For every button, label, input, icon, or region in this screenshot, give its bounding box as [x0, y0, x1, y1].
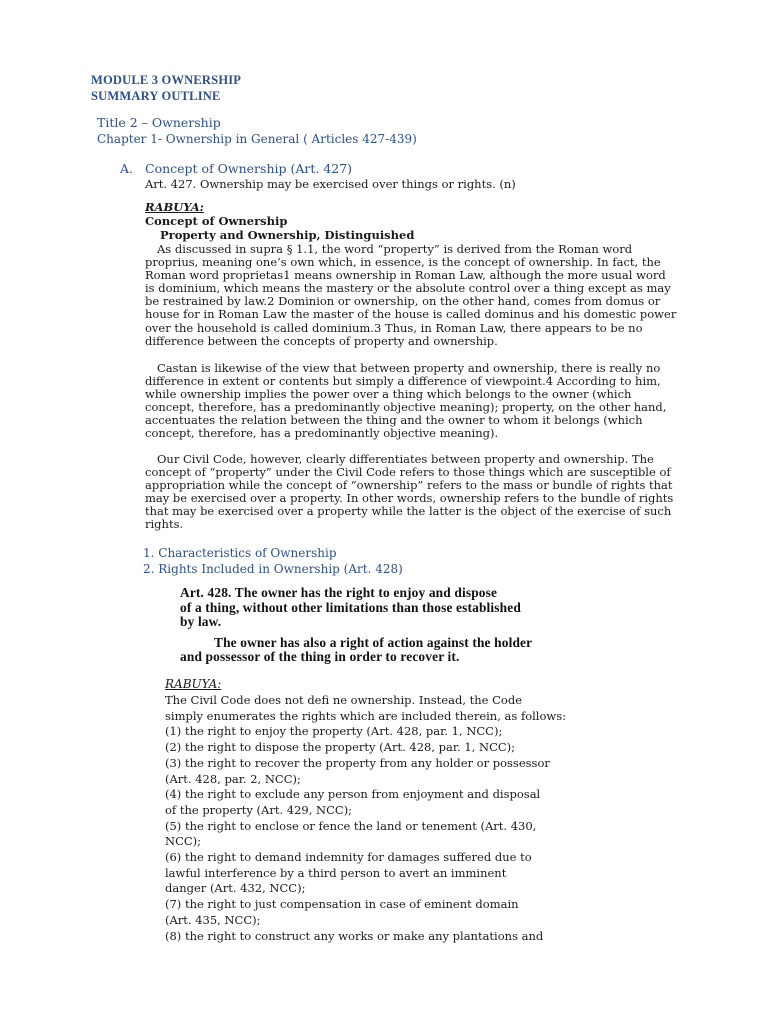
para3-line: appropriation while the concept of “ownership” refers to the mass or bundle of rights that — [145, 478, 673, 493]
para3-line: may be exercised over a property. In other words, ownership refers to the bundle of rights — [145, 491, 674, 506]
para2-line: concept, therefore, has a predominantly objective meaning). — [145, 426, 499, 441]
para2-line: while ownership implies the power over a thing which belongs to the owner (which — [145, 387, 632, 402]
paragraph-2 — [145, 362, 666, 441]
para1-line: As discussed in supra § 1.1, the word “property” is derived from the Roman word — [157, 242, 633, 256]
section-a-title: Concept of Ownership (Art. 427) — [145, 161, 353, 176]
art428-line: and possessor of the thing in order to recover it. — [180, 649, 460, 664]
summary-outline-title: SUMMARY OUTLINE — [91, 89, 221, 103]
sublist-item-rights-included: 2. Rights Included in Ownership (Art. 428) — [143, 561, 403, 576]
para1-line: house for in Roman Law the master of the house is called dominus and his domestic power — [145, 307, 677, 322]
para1-line: over the household is called dominium.3 Thus, in Roman Law, there appears to be no — [145, 320, 643, 335]
rights-line: (Art. 435, NCC); — [165, 912, 261, 927]
concept-heading: Concept of Ownership — [145, 214, 288, 228]
rights-line: lawful interference by a third person to avert an imminent — [165, 865, 507, 880]
rights-line: (1) the right to enjoy the property (Art. 428, par. 1, NCC); — [165, 724, 503, 739]
para3-line: that may be exercised over a property while the latter is the object of the exercise of such — [145, 504, 672, 519]
paragraph-3 — [145, 453, 673, 532]
para2-line: difference in extent or contents but simply a difference of viewpoint.4 According to him, — [145, 374, 661, 389]
para2-line: concept, therefore, has a predominantly objective meaning); property, on the other hand, — [145, 400, 667, 415]
sublist-item-characteristics: 1. Characteristics of Ownership — [143, 546, 337, 560]
rabuya-label: RABUYA: — [145, 200, 204, 214]
rabuya-label-2: RABUYA: — [165, 677, 222, 691]
rights-line: (4) the right to exclude any person from enjoyment and disposal — [165, 787, 541, 802]
para2-line: Castan is likewise of the view that between property and ownership, there is really no — [157, 361, 661, 375]
rights-line: (7) the right to just compensation in case of eminent domain — [165, 897, 519, 912]
para3-line: concept of “property” under the Civil Code refers to those things which are susceptible of — [145, 465, 671, 480]
rights-line: NCC); — [165, 834, 202, 849]
rights-line: (8) the right to construct any works or make any plantations and — [165, 928, 544, 943]
para2-line: accentuates the relation between the thing and the owner to whom it belongs (which — [145, 413, 643, 428]
section-a-label: A. — [120, 161, 134, 176]
title-heading: Title 2 – Ownership — [97, 115, 221, 130]
rights-line: (5) the right to enclose or fence the land or tenement (Art. 430, — [165, 818, 537, 833]
rights-line: danger (Art. 432, NCC); — [165, 881, 306, 896]
module-heading — [91, 72, 241, 104]
rights-enumeration — [165, 693, 566, 944]
para1-line: difference between the concepts of property and ownership. — [145, 333, 498, 348]
module-title: MODULE 3 OWNERSHIP — [91, 73, 242, 87]
paragraph-1 — [145, 243, 676, 348]
rights-line: (3) the right to recover the property from any holder or possessor — [165, 755, 550, 770]
para1-line: be restrained by law.2 Dominion or ownership, on the other hand, comes from domus or — [145, 294, 661, 309]
para1-line: is dominium, which means the mastery or the absolute control over a thing except as may — [145, 281, 671, 296]
rights-line: (Art. 428, par. 2, NCC); — [165, 771, 301, 786]
art428-line: Art. 428. The owner has the right to enjoy and dispose — [180, 585, 498, 600]
art428-line: by law. — [180, 614, 222, 629]
art428-line: of a thing, without other limitations than those established — [180, 599, 521, 615]
ownership-sublist — [143, 546, 403, 577]
chapter-heading: Chapter 1- Ownership in General ( Articles 427-439) — [97, 132, 417, 146]
rights-line: The Civil Code does not defi ne ownership. Instead, the Code — [165, 693, 523, 707]
distinguished-subheading: Property and Ownership, Distinguished — [160, 228, 415, 242]
para1-line: proprius, meaning one’s own which, in essence, is the concept of ownership. In fact, the — [145, 255, 661, 270]
article-428-excerpt — [180, 586, 532, 665]
para1-line: Roman word proprietas1 means ownership in Roman Law, although the more usual word — [145, 268, 666, 283]
rights-line: simply enumerates the rights which are included therein, as follows: — [165, 708, 567, 723]
article-427-text: Art. 427. Ownership may be exercised over things or rights. (n) — [145, 177, 516, 191]
para3-line: Our Civil Code, however, clearly differentiates between property and ownership. The — [157, 452, 654, 466]
para3-line: rights. — [145, 517, 184, 532]
rights-line: (2) the right to dispose the property (Art. 428, par. 1, NCC); — [165, 740, 516, 755]
rights-line: (6) the right to demand indemnity for damages suffered due to — [165, 850, 532, 865]
art428-line: The owner has also a right of action against the holder — [214, 634, 533, 650]
rights-line: of the property (Art. 429, NCC); — [165, 802, 353, 817]
